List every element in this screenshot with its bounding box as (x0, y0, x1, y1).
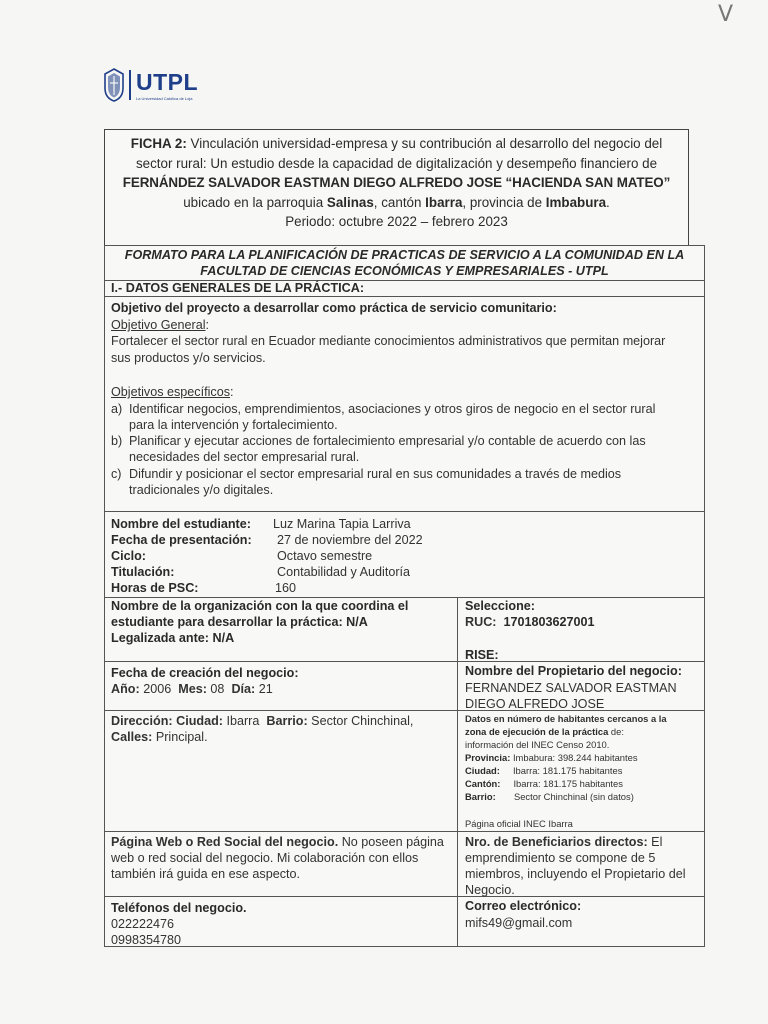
beneficiaries-text-1: El (647, 835, 663, 849)
web-line-3: también irá guida en ese aspecto. (111, 867, 301, 881)
population-canton-value: Ibarra: 181.175 habitantes (513, 778, 623, 789)
ruc-value: 1701803627001 (503, 615, 595, 629)
format-title-line-1: FORMATO PARA LA PLANIFICACIÓN DE PRACTICAS DE SERVICIO A LA COMUNIDAD EN LA (124, 248, 685, 262)
city-value: Ibarra (226, 714, 260, 728)
degree-label: Titulación: (111, 565, 175, 579)
address-line-2 (111, 730, 208, 745)
format-title-line-2: FACULTAD DE CIENCIAS ECONÓMICAS Y EMPRESARIALES - UTPL (200, 264, 609, 278)
specific-b-line-1: Planificar y ejecutar acciones de fortalecimiento empresarial y/o contable de acuerdo con las (129, 434, 646, 448)
specific-a-line-2: para la intervención y fortalecimiento. (129, 418, 338, 432)
population-city-value: Ibarra: 181.175 habitantes (512, 765, 623, 776)
address-label: Dirección: (111, 714, 173, 728)
student-name-value: Luz Marina Tapia Larriva (273, 517, 411, 531)
general-heading: I.- DATOS GENERALES DE LA PRÁCTICA: (111, 281, 365, 295)
objective-heading: Objetivo del proyecto a desarrollar como práctica de servicio comunitario: (111, 301, 557, 315)
population-note-line-3: información del INEC Censo 2010. (465, 739, 610, 750)
day-label: Día: (231, 682, 256, 696)
ficha-line-4-c: , cantón (373, 194, 426, 210)
creation-date-heading: Fecha de creación del negocio: (111, 666, 299, 680)
city-label: Ciudad: (176, 714, 223, 728)
email-value: mifs49@gmail.com (465, 916, 573, 930)
cycle-label: Ciclo: (111, 549, 146, 563)
beneficiaries-line-3: miembros, incluyendo el Propietario del (465, 867, 686, 881)
ficha-line-2: sector rural: Un estudio desde la capacidad de digitalización y desempeño financiero de (135, 155, 658, 171)
logo-tagline: La Universidad Católica de Loja (136, 96, 193, 101)
psc-hours-value: 160 (275, 581, 297, 595)
utpl-logo (103, 68, 198, 102)
year-value: 2006 (143, 682, 172, 696)
owner-label: Nombre del Propietario del negocio: (465, 664, 682, 678)
ficha-line-4 (113, 193, 680, 213)
population-canton (465, 778, 623, 790)
cycle-value: Octavo semestre (277, 549, 373, 563)
specific-c-line-2: tradicionales y/o digitales. (129, 483, 274, 497)
ruc-label: RUC: (465, 615, 497, 629)
population-note-line-2-bold: zona de ejecución de la práctica (465, 726, 609, 737)
ficha-line-1-text: Vinculación universidad-empresa y su contribución al desarrollo del negocio del (186, 136, 663, 151)
ruc-field (465, 615, 595, 630)
logo-brand: UTPL (136, 69, 199, 95)
general-objective-line-2: sus productos y/o servicios. (111, 351, 266, 365)
beneficiaries-line-2: emprendimiento se compone de 5 (465, 851, 656, 865)
phones-label: Teléfonos del negocio. (111, 901, 247, 915)
rule-after-student (105, 597, 704, 598)
population-province (465, 752, 638, 764)
student-name-label: Nombre del estudiante: (111, 517, 251, 531)
university-seal-icon (103, 68, 125, 102)
specific-objectives-colon: : (230, 385, 234, 399)
population-note-line-2 (465, 726, 624, 738)
web-text-1: No poseen página (338, 835, 444, 849)
presentation-date-value: 27 de noviembre del 2022 (277, 533, 423, 547)
web-label: Página Web o Red Social del negocio. (111, 835, 339, 849)
month-label: Mes: (178, 682, 207, 696)
creation-date-values (111, 682, 273, 697)
rule-after-creation (105, 710, 704, 711)
beneficiaries-line-1 (465, 835, 662, 850)
org-line-2: estudiante para desarrollar la práctica: N/A (111, 615, 368, 629)
web-line-2: web o red social del negocio. Mi colaboración con ellos (111, 851, 419, 865)
phone-2: 0998354780 (111, 933, 182, 947)
address-line-1 (111, 714, 413, 729)
presentation-date-label: Fecha de presentación: (111, 533, 252, 547)
specific-c-line-1: Difundir y posicionar el sector empresarial rural en sus comunidades a través de medios (129, 467, 622, 481)
owner-line-2: DIEGO ALFREDO JOSE (465, 697, 605, 711)
rise-label: RISE: (465, 648, 499, 662)
population-barrio-value: Sector Chinchinal (sin datos) (513, 791, 634, 802)
logo-divider (129, 70, 131, 100)
streets-value: Principal. (155, 730, 208, 744)
population-source: Página oficial INEC Ibarra (465, 818, 573, 829)
ficha-line-4-a: ubicado en la parroquia (183, 194, 327, 210)
ficha-period: Periodo: octubre 2022 – febrero 2023 (285, 214, 508, 229)
ficha-line-4-e: , provincia de (462, 194, 546, 210)
population-city-label: Ciudad: (465, 765, 500, 776)
rule-after-org (105, 661, 704, 662)
handwritten-check-mark: V (718, 2, 734, 27)
degree-value: Contabilidad y Auditoría (277, 565, 411, 579)
rule-after-objectives (105, 511, 704, 512)
province-name: Imbabura (545, 194, 607, 210)
specific-b-line-2: necesidades del sector empresarial rural. (129, 450, 360, 464)
rule-after-web (105, 896, 704, 897)
specific-b-letter: b) (111, 434, 123, 448)
web-line-1 (111, 835, 444, 850)
rule-after-address (105, 831, 704, 832)
form-frame (104, 245, 705, 947)
specific-a-letter: a) (111, 402, 123, 416)
streets-label: Calles: (111, 730, 153, 744)
select-label: Seleccione: (465, 599, 535, 613)
specific-objectives-label-text: Objetivos específicos (111, 385, 230, 399)
rule-after-heading (105, 296, 704, 297)
canton-name: Ibarra (425, 194, 463, 210)
population-city (465, 765, 622, 777)
ficha-box (104, 129, 689, 247)
beneficiaries-label: Nro. de Beneficiarios directos: (465, 835, 648, 849)
general-objective-colon: : (205, 318, 210, 332)
email-label: Correo electrónico: (465, 899, 582, 913)
population-barrio (465, 791, 634, 803)
province-value: Imbabura: 398.244 habitantes (512, 752, 638, 763)
general-objective-label-text: Objetivo General (111, 318, 206, 332)
day-value: 21 (258, 682, 273, 696)
specific-a-line-1: Identificar negocios, emprendimientos, asociaciones y otros giros de negocio en el sector rural (129, 402, 656, 416)
org-legalized: Legalizada ante: N/A (111, 631, 235, 645)
ficha-line-4-g: . (606, 194, 610, 210)
ficha-line-1 (113, 134, 680, 154)
population-note-line-2-rest: de: (608, 726, 624, 737)
general-objective-line-1: Fortalecer el sector rural en Ecuador mediante conocimientos administrativos que permitan mejorar (111, 334, 666, 348)
parish-name: Salinas (326, 194, 374, 210)
org-line-1: Nombre de la organización con la que coordina el (111, 599, 409, 613)
population-barrio-label: Barrio: (465, 791, 496, 802)
phone-1: 022222476 (111, 917, 175, 931)
column-divider (457, 597, 458, 946)
general-objective-label (111, 318, 209, 333)
month-value: 08 (210, 682, 225, 696)
owner-line-1: FERNANDEZ SALVADOR EASTMAN (465, 681, 677, 695)
barrio-value: Sector Chinchinal, (311, 714, 414, 728)
year-label: Año: (111, 682, 140, 696)
population-canton-label: Cantón: (465, 778, 501, 789)
specific-c-letter: c) (111, 467, 122, 481)
ficha-label: FICHA 2: (130, 136, 187, 151)
ficha-line-3: FERNÁNDEZ SALVADOR EASTMAN DIEGO ALFREDO JOSE “HACIENDA SAN MATEO” (122, 175, 671, 190)
province-label: Provincia: (465, 752, 511, 763)
barrio-label: Barrio: (266, 714, 308, 728)
specific-objectives-label (111, 385, 234, 400)
psc-hours-label: Horas de PSC: (111, 581, 199, 595)
beneficiaries-line-4: Negocio. (465, 883, 515, 897)
population-note-line-1: Datos en número de habitantes cercanos a la (465, 713, 667, 724)
